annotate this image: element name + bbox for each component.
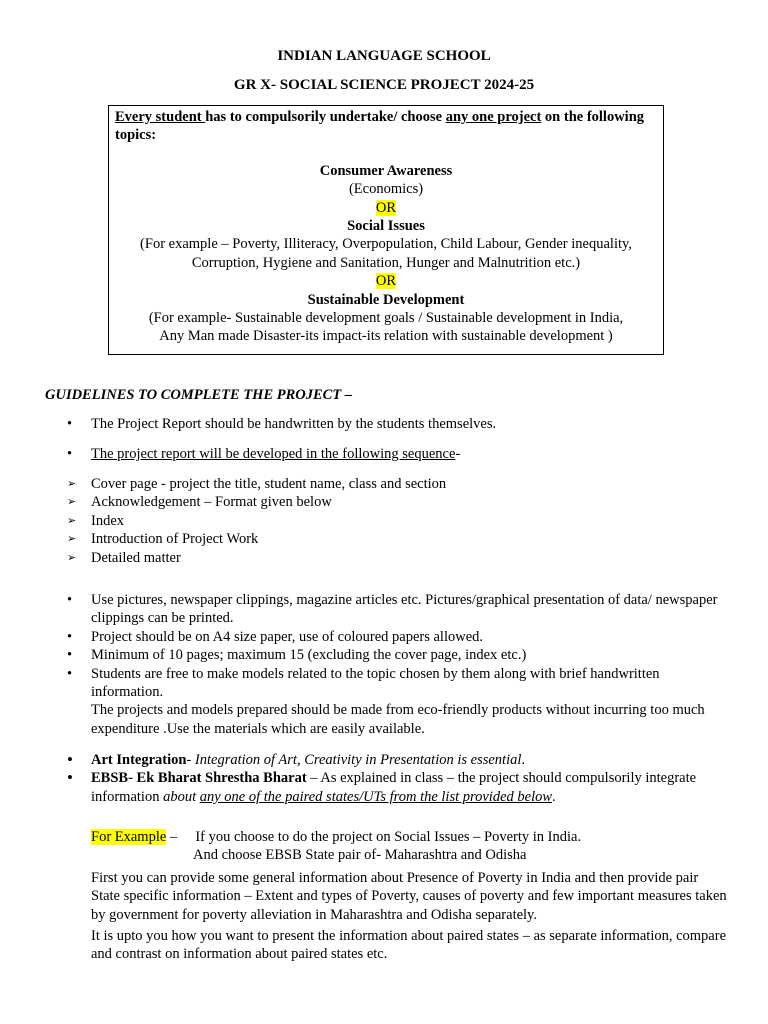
topics-box [108, 105, 664, 355]
or-separator-1: OR [375, 199, 397, 216]
arrow-bullet-icon: ➢ [67, 550, 77, 564]
topics-intro [115, 108, 657, 145]
bullet-icon: • [67, 592, 73, 608]
list-item: ➢ Cover page - project the title, student name, class and section [67, 476, 447, 492]
bullet-text-dash: - [455, 446, 461, 462]
school-name: INDIAN LANGUAGE SCHOOL [277, 48, 491, 64]
materials-bullets [67, 591, 727, 738]
sustainable-examples-1: (For example- Sustainable development goals / Sustainable development in India, [148, 310, 624, 327]
list-item: ➢ Index [67, 512, 125, 529]
list-item: • Use pictures, newspaper clippings, magazine articles etc. Pictures/graphical presentation of data/ newspaper clippings can be printed. [67, 592, 718, 627]
social-issues-examples-2: Corruption, Hygiene and Sanitation, Hunger and Malnutrition etc.) [191, 254, 581, 271]
topic-sustainable-development: Sustainable Development [307, 291, 465, 308]
list-item: • Project should be on A4 size paper, use of coloured papers allowed. [67, 628, 484, 645]
bullet-icon: • [67, 750, 73, 769]
list-item: • Art Integration- Integration of Art, Creativity in Presentation is essential. [67, 750, 526, 769]
topic-economics: (Economics) [348, 181, 424, 198]
example-label: For Example [91, 829, 167, 845]
intro-text-2: on the following topics: [115, 109, 645, 144]
list-item: • EBSB- Ek Bharat Shrestha Bharat – As explained in class – the project should compulsorily integrate information about any one of the paired states/UTs from the list provided below. [67, 768, 697, 805]
bullet-handwritten [67, 415, 727, 433]
list-item: ➢ Detailed matter [67, 549, 181, 566]
intro-text-1: has to compulsorily undertake/ choose [205, 109, 446, 125]
social-issues-examples-1: (For example – Poverty, Illiteracy, Overpopulation, Child Labour, Gender inequality, [140, 236, 632, 253]
arrow-bullet-icon: ➢ [67, 495, 77, 509]
topic-consumer-awareness: Consumer Awareness [319, 162, 453, 179]
list-item: • Students are free to make models related to the topic chosen by them along with brief handwritten information. [67, 665, 660, 701]
arrow-bullet-icon: ➢ [67, 477, 77, 490]
sustainable-examples-2: Any Man made Disaster-its impact-its relation with sustainable development ) [159, 328, 613, 345]
list-item: • Minimum of 10 pages; maximum 15 (excluding the cover page, index etc.) [67, 647, 527, 664]
intro-every-student: Every student [115, 109, 206, 125]
example-line-1: For Example – If you choose to do the project on Social Issues – Poverty in India. [91, 829, 582, 845]
example-section [67, 828, 727, 964]
bullet-icon: • [67, 446, 73, 462]
topic-social-issues: Social Issues [347, 218, 425, 235]
guidelines-heading: GUIDELINES TO COMPLETE THE PROJECT – [45, 387, 353, 403]
bullet-icon: • [67, 647, 73, 664]
example-paragraph-1: First you can provide some general information about Presence of Poverty in India and then provide pair State specific information – Extent and types of Poverty, causes of poverty and few important measures taken by government for poverty alleviation in Maharashtra and Odisha separately. [91, 869, 727, 923]
bullet-icon: • [67, 665, 73, 682]
bullet-sequence [67, 445, 727, 463]
art-ebsb-bullets [67, 751, 727, 806]
sequence-list [67, 475, 727, 567]
intro-any-one-project: any one project [445, 109, 542, 125]
bullet-icon: • [67, 768, 73, 788]
bullet-text: The Project Report should be handwritten by the students themselves. [91, 416, 497, 432]
or-separator-2: OR [375, 273, 397, 290]
eco-friendly-note: The projects and models prepared should be made from eco-friendly products without incurring too much expenditure .Use the materials which are easily available. [91, 702, 705, 737]
bullet-icon: • [67, 416, 73, 432]
bullet-icon: • [67, 628, 73, 645]
bullet-text: The project report will be developed in the following sequence [91, 446, 456, 462]
project-title: GR X- SOCIAL SCIENCE PROJECT 2024-25 [233, 77, 535, 93]
arrow-bullet-icon: ➢ [67, 532, 77, 546]
list-item: ➢ Acknowledgement – Format given below [67, 494, 332, 511]
arrow-bullet-icon: ➢ [67, 513, 77, 527]
list-item: ➢ Introduction of Project Work [67, 531, 259, 548]
example-paragraph-2: It is upto you how you want to present the information about paired states – as separate information, compare and contrast on information about paired states etc. [91, 928, 727, 963]
example-line-2: And choose EBSB State pair of- Maharashtra and Odisha [193, 847, 527, 864]
